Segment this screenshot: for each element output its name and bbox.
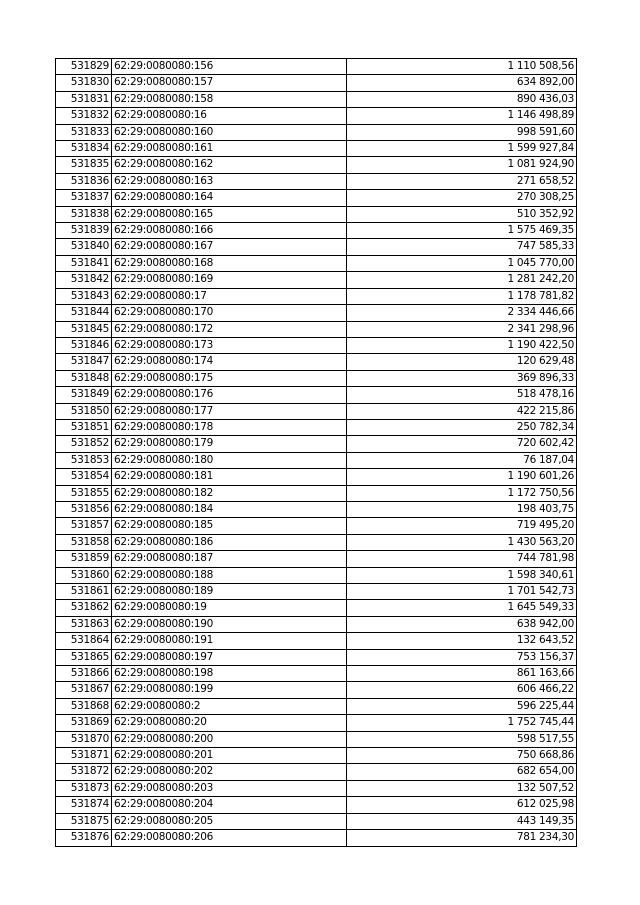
cadastral-value-cell: 638 942,00	[347, 616, 577, 632]
row-id-cell: 531869	[56, 715, 112, 731]
table-row	[56, 108, 577, 124]
cadastral-number-cell: 62:29:0080080:165	[112, 206, 347, 222]
table-body	[56, 59, 577, 847]
table-row	[56, 141, 577, 157]
row-id-cell: 531862	[56, 600, 112, 616]
cadastral-number-cell: 62:29:0080080:200	[112, 731, 347, 747]
table-row	[56, 731, 577, 747]
table-row	[56, 436, 577, 452]
cadastral-number-cell: 62:29:0080080:157	[112, 75, 347, 91]
table-row	[56, 633, 577, 649]
row-id-cell: 531858	[56, 534, 112, 550]
cadastral-number-cell: 62:29:0080080:206	[112, 830, 347, 846]
cadastral-number-cell: 62:29:0080080:16	[112, 108, 347, 124]
table-row	[56, 59, 577, 75]
cadastral-value-cell: 132 643,52	[347, 633, 577, 649]
row-id-cell: 531849	[56, 387, 112, 403]
cadastral-value-cell: 2 341 298,96	[347, 321, 577, 337]
cadastral-value-cell: 861 163,66	[347, 666, 577, 682]
cadastral-number-cell: 62:29:0080080:160	[112, 124, 347, 140]
table-row	[56, 551, 577, 567]
row-id-cell: 531870	[56, 731, 112, 747]
cadastral-number-cell: 62:29:0080080:184	[112, 501, 347, 517]
table-row	[56, 452, 577, 468]
table-row	[56, 501, 577, 517]
row-id-cell: 531867	[56, 682, 112, 698]
cadastral-value-cell: 1 575 469,35	[347, 223, 577, 239]
cadastral-number-cell: 62:29:0080080:198	[112, 666, 347, 682]
row-id-cell: 531856	[56, 501, 112, 517]
cadastral-value-cell: 781 234,30	[347, 830, 577, 846]
row-id-cell: 531865	[56, 649, 112, 665]
row-id-cell: 531861	[56, 584, 112, 600]
row-id-cell: 531859	[56, 551, 112, 567]
cadastral-number-cell: 62:29:0080080:185	[112, 518, 347, 534]
cadastral-value-cell: 750 668,86	[347, 748, 577, 764]
row-id-cell: 531843	[56, 288, 112, 304]
cadastral-value-cell: 132 507,52	[347, 780, 577, 796]
row-id-cell: 531852	[56, 436, 112, 452]
cadastral-number-cell: 62:29:0080080:189	[112, 584, 347, 600]
table-row	[56, 567, 577, 583]
table-row	[56, 223, 577, 239]
cadastral-number-cell: 62:29:0080080:201	[112, 748, 347, 764]
cadastral-value-cell: 606 466,22	[347, 682, 577, 698]
table-row	[56, 288, 577, 304]
table-row	[56, 403, 577, 419]
cadastral-number-cell: 62:29:0080080:166	[112, 223, 347, 239]
table-row	[56, 682, 577, 698]
row-id-cell: 531864	[56, 633, 112, 649]
cadastral-value-cell: 1 281 242,20	[347, 272, 577, 288]
cadastral-value-cell: 1 190 422,50	[347, 337, 577, 353]
row-id-cell: 531860	[56, 567, 112, 583]
table-row	[56, 764, 577, 780]
row-id-cell: 531838	[56, 206, 112, 222]
table-row	[56, 157, 577, 173]
row-id-cell: 531834	[56, 141, 112, 157]
row-id-cell: 531846	[56, 337, 112, 353]
cadastral-value-cell: 1 045 770,00	[347, 255, 577, 271]
table-row	[56, 387, 577, 403]
cadastral-value-cell: 598 517,55	[347, 731, 577, 747]
row-id-cell: 531866	[56, 666, 112, 682]
row-id-cell: 531854	[56, 469, 112, 485]
cadastral-number-cell: 62:29:0080080:17	[112, 288, 347, 304]
document-page	[55, 58, 577, 847]
table-row	[56, 649, 577, 665]
cadastral-value-cell: 422 215,86	[347, 403, 577, 419]
row-id-cell: 531848	[56, 370, 112, 386]
cadastral-number-cell: 62:29:0080080:177	[112, 403, 347, 419]
cadastral-value-cell: 753 156,37	[347, 649, 577, 665]
cadastral-number-cell: 62:29:0080080:19	[112, 600, 347, 616]
table-row	[56, 354, 577, 370]
cadastral-value-cell: 1 598 340,61	[347, 567, 577, 583]
cadastral-value-cell: 634 892,00	[347, 75, 577, 91]
cadastral-value-cell: 2 334 446,66	[347, 305, 577, 321]
table-row	[56, 321, 577, 337]
table-row	[56, 75, 577, 91]
cadastral-value-cell: 1 645 549,33	[347, 600, 577, 616]
table-row	[56, 190, 577, 206]
cadastral-value-cell: 1 752 745,44	[347, 715, 577, 731]
table-row	[56, 780, 577, 796]
cadastral-value-cell: 1 172 750,56	[347, 485, 577, 501]
row-id-cell: 531837	[56, 190, 112, 206]
cadastral-number-cell: 62:29:0080080:190	[112, 616, 347, 632]
cadastral-value-cell: 250 782,34	[347, 419, 577, 435]
cadastral-number-cell: 62:29:0080080:187	[112, 551, 347, 567]
cadastral-number-cell: 62:29:0080080:176	[112, 387, 347, 403]
table-row	[56, 518, 577, 534]
row-id-cell: 531851	[56, 419, 112, 435]
table-row	[56, 584, 577, 600]
row-id-cell: 531830	[56, 75, 112, 91]
cadastral-number-cell: 62:29:0080080:164	[112, 190, 347, 206]
row-id-cell: 531839	[56, 223, 112, 239]
row-id-cell: 531832	[56, 108, 112, 124]
row-id-cell: 531842	[56, 272, 112, 288]
cadastral-number-cell: 62:29:0080080:204	[112, 797, 347, 813]
cadastral-number-cell: 62:29:0080080:188	[112, 567, 347, 583]
table-row	[56, 255, 577, 271]
cadastral-number-cell: 62:29:0080080:20	[112, 715, 347, 731]
cadastral-number-cell: 62:29:0080080:173	[112, 337, 347, 353]
cadastral-value-table	[55, 58, 577, 847]
table-row	[56, 666, 577, 682]
cadastral-value-cell: 1 110 508,56	[347, 59, 577, 75]
cadastral-number-cell: 62:29:0080080:180	[112, 452, 347, 468]
table-row	[56, 124, 577, 140]
cadastral-number-cell: 62:29:0080080:172	[112, 321, 347, 337]
table-row	[56, 206, 577, 222]
cadastral-value-cell: 1 701 542,73	[347, 584, 577, 600]
cadastral-value-cell: 510 352,92	[347, 206, 577, 222]
row-id-cell: 531871	[56, 748, 112, 764]
row-id-cell: 531831	[56, 91, 112, 107]
cadastral-value-cell: 744 781,98	[347, 551, 577, 567]
row-id-cell: 531844	[56, 305, 112, 321]
cadastral-number-cell: 62:29:0080080:156	[112, 59, 347, 75]
row-id-cell: 531873	[56, 780, 112, 796]
cadastral-number-cell: 62:29:0080080:197	[112, 649, 347, 665]
table-row	[56, 797, 577, 813]
row-id-cell: 531840	[56, 239, 112, 255]
table-row	[56, 469, 577, 485]
row-id-cell: 531874	[56, 797, 112, 813]
cadastral-number-cell: 62:29:0080080:199	[112, 682, 347, 698]
table-row	[56, 813, 577, 829]
cadastral-number-cell: 62:29:0080080:161	[112, 141, 347, 157]
cadastral-value-cell: 1 146 498,89	[347, 108, 577, 124]
row-id-cell: 531841	[56, 255, 112, 271]
cadastral-value-cell: 1 190 601,26	[347, 469, 577, 485]
row-id-cell: 531863	[56, 616, 112, 632]
cadastral-number-cell: 62:29:0080080:174	[112, 354, 347, 370]
cadastral-value-cell: 271 658,52	[347, 173, 577, 189]
row-id-cell: 531847	[56, 354, 112, 370]
cadastral-value-cell: 76 187,04	[347, 452, 577, 468]
cadastral-number-cell: 62:29:0080080:158	[112, 91, 347, 107]
cadastral-number-cell: 62:29:0080080:170	[112, 305, 347, 321]
cadastral-number-cell: 62:29:0080080:202	[112, 764, 347, 780]
cadastral-number-cell: 62:29:0080080:181	[112, 469, 347, 485]
table-row	[56, 305, 577, 321]
cadastral-number-cell: 62:29:0080080:175	[112, 370, 347, 386]
cadastral-number-cell: 62:29:0080080:162	[112, 157, 347, 173]
cadastral-number-cell: 62:29:0080080:178	[112, 419, 347, 435]
row-id-cell: 531836	[56, 173, 112, 189]
cadastral-number-cell: 62:29:0080080:163	[112, 173, 347, 189]
cadastral-value-cell: 596 225,44	[347, 698, 577, 714]
cadastral-number-cell: 62:29:0080080:168	[112, 255, 347, 271]
row-id-cell: 531855	[56, 485, 112, 501]
cadastral-value-cell: 612 025,98	[347, 797, 577, 813]
row-id-cell: 531868	[56, 698, 112, 714]
cadastral-value-cell: 1 081 924,90	[347, 157, 577, 173]
cadastral-number-cell: 62:29:0080080:203	[112, 780, 347, 796]
cadastral-value-cell: 198 403,75	[347, 501, 577, 517]
cadastral-number-cell: 62:29:0080080:182	[112, 485, 347, 501]
cadastral-value-cell: 747 585,33	[347, 239, 577, 255]
cadastral-number-cell: 62:29:0080080:186	[112, 534, 347, 550]
table-row	[56, 239, 577, 255]
cadastral-value-cell: 443 149,35	[347, 813, 577, 829]
cadastral-value-cell: 890 436,03	[347, 91, 577, 107]
row-id-cell: 531872	[56, 764, 112, 780]
table-row	[56, 91, 577, 107]
cadastral-value-cell: 998 591,60	[347, 124, 577, 140]
row-id-cell: 531833	[56, 124, 112, 140]
table-row	[56, 173, 577, 189]
cadastral-value-cell: 720 602,42	[347, 436, 577, 452]
cadastral-value-cell: 120 629,48	[347, 354, 577, 370]
cadastral-value-cell: 1 599 927,84	[347, 141, 577, 157]
cadastral-number-cell: 62:29:0080080:2	[112, 698, 347, 714]
row-id-cell: 531853	[56, 452, 112, 468]
row-id-cell: 531835	[56, 157, 112, 173]
table-row	[56, 698, 577, 714]
row-id-cell: 531829	[56, 59, 112, 75]
table-row	[56, 830, 577, 846]
table-row	[56, 600, 577, 616]
row-id-cell: 531875	[56, 813, 112, 829]
table-row	[56, 370, 577, 386]
table-row	[56, 715, 577, 731]
cadastral-number-cell: 62:29:0080080:191	[112, 633, 347, 649]
cadastral-value-cell: 1 178 781,82	[347, 288, 577, 304]
cadastral-value-cell: 270 308,25	[347, 190, 577, 206]
table-row	[56, 748, 577, 764]
table-row	[56, 272, 577, 288]
cadastral-number-cell: 62:29:0080080:169	[112, 272, 347, 288]
row-id-cell: 531857	[56, 518, 112, 534]
table-row	[56, 337, 577, 353]
cadastral-value-cell: 518 478,16	[347, 387, 577, 403]
cadastral-value-cell: 369 896,33	[347, 370, 577, 386]
table-row	[56, 485, 577, 501]
table-row	[56, 419, 577, 435]
cadastral-value-cell: 1 430 563,20	[347, 534, 577, 550]
table-row	[56, 616, 577, 632]
row-id-cell: 531845	[56, 321, 112, 337]
table-row	[56, 534, 577, 550]
row-id-cell: 531850	[56, 403, 112, 419]
cadastral-number-cell: 62:29:0080080:205	[112, 813, 347, 829]
cadastral-number-cell: 62:29:0080080:167	[112, 239, 347, 255]
cadastral-value-cell: 682 654,00	[347, 764, 577, 780]
cadastral-number-cell: 62:29:0080080:179	[112, 436, 347, 452]
row-id-cell: 531876	[56, 830, 112, 846]
cadastral-value-cell: 719 495,20	[347, 518, 577, 534]
